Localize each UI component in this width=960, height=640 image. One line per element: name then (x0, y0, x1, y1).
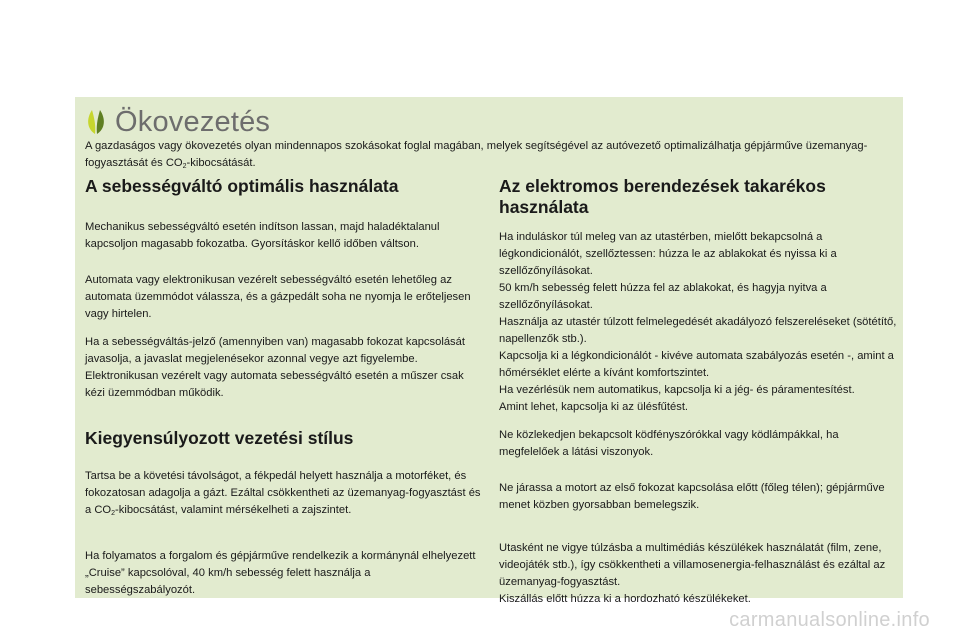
paragraph: Utasként ne vigye túlzásba a multimédiás készülékek használatát (film, zene, videojáték stb.), így csökkentheti a villamosenergia-felhasználást és ezáltal az üzemanyag-fogyasztást. (499, 542, 886, 588)
paragraph: 50 km/h sebesség felett húzza fel az ablakokat, és hagyja nyitva a szellőzőnyílásokat. (499, 282, 827, 311)
left-column (85, 176, 483, 599)
eco-driving-panel (75, 97, 903, 605)
paragraph: Ne járassa a motort az első fokozat kapcsolása előtt (főleg télen); gépjárműve menet közben gyorsabban bemelegszik. (499, 482, 885, 511)
paragraph: Tartsa be a követési távolságot, a fékpedál helyett használja a motorféket, és fokozatosan adagolja a gázt. Ezáltal csökkentheti az üzemanyag-fogyasztást és a $CO_2$-kibocsátást, valamint mérsékelheti a zajszintet. (85, 470, 481, 517)
paragraph: Ha folyamatos a forgalom és gépjárműve rendelkezik a kormánynál elhelyezett „Cruise” kapcsolóval, 40 km/h sebesség felett használja a sebességszabályozót. (85, 550, 476, 596)
title-row (85, 105, 270, 139)
heading-gearbox: A sebességváltó optimális használata (85, 176, 399, 196)
heading-electrical: Az elektromos berendezések takarékos használata (499, 176, 826, 217)
paragraph: Kapcsolja ki a légkondicionálót - kivéve automata szabályozás esetén -, amint a hőmérséklet elérte a kívánt komfortszintet. (499, 350, 894, 379)
paragraph: Használja az utastér túlzott felmelegedését akadályozó felszereléseket (sötétítő, napellenzők stb.). (499, 316, 897, 345)
paragraph: Automata vagy elektronikusan vezérelt sebességváltó esetén lehetőleg az automata üzemmódot válassza, és a gázpedált soha ne nyomja le erőteljesen vagy hirtelen. (85, 274, 471, 320)
paragraph: Kiszállás előtt húzza ki a hordozható készülékeket. (499, 593, 751, 605)
paragraph: Ha vezérlésük nem automatikus, kapcsolja ki a jég- és páramentesítést. (499, 384, 855, 396)
heading-driving-style: Kiegyensúlyozott vezetési stílus (85, 428, 354, 448)
watermark: carmanualsonline.info (729, 609, 930, 631)
page-title: Ökovezetés (115, 106, 271, 138)
paragraph: Ne közlekedjen bekapcsolt ködfényszórókkal vagy ködlámpákkal, ha megfelelőek a látási viszonyok. (499, 429, 839, 458)
intro-text: A gazdaságos vagy ökovezetés olyan mindennapos szokásokat foglal magában, melyek segítségével az autóvezető optimalizálhatja gépjárműve üzemanyag-fogyasztását és $CO_2$-kibocsátását. (85, 140, 868, 170)
right-column (499, 176, 897, 608)
paragraph: Ha induláskor túl meleg van az utastérben, mielőtt bekapcsolná a légkondicionálót, szellőztessen: húzza le az ablakokat és nyissa ki a szellőzőnyílásokat. (499, 231, 837, 277)
paragraph: Amint lehet, kapcsolja ki az ülésfűtést. (499, 401, 689, 413)
paragraph: Elektronikusan vezérelt vagy automata sebességváltó esetén a műszer csak kézi üzemmódban működik. (85, 370, 464, 399)
leaf-icon (85, 109, 107, 135)
paragraph: Ha a sebességváltás-jelző (amennyiben van) magasabb fokozat kapcsolását javasolja, a javaslat megjelenésekor azonnal vegye azt figyelembe. (85, 336, 465, 365)
paragraph: Mechanikus sebességváltó esetén indítson lassan, majd haladéktalanul kapcsoljon magasabb fokozatba. Gyorsításkor kellő időben váltson. (85, 221, 440, 250)
